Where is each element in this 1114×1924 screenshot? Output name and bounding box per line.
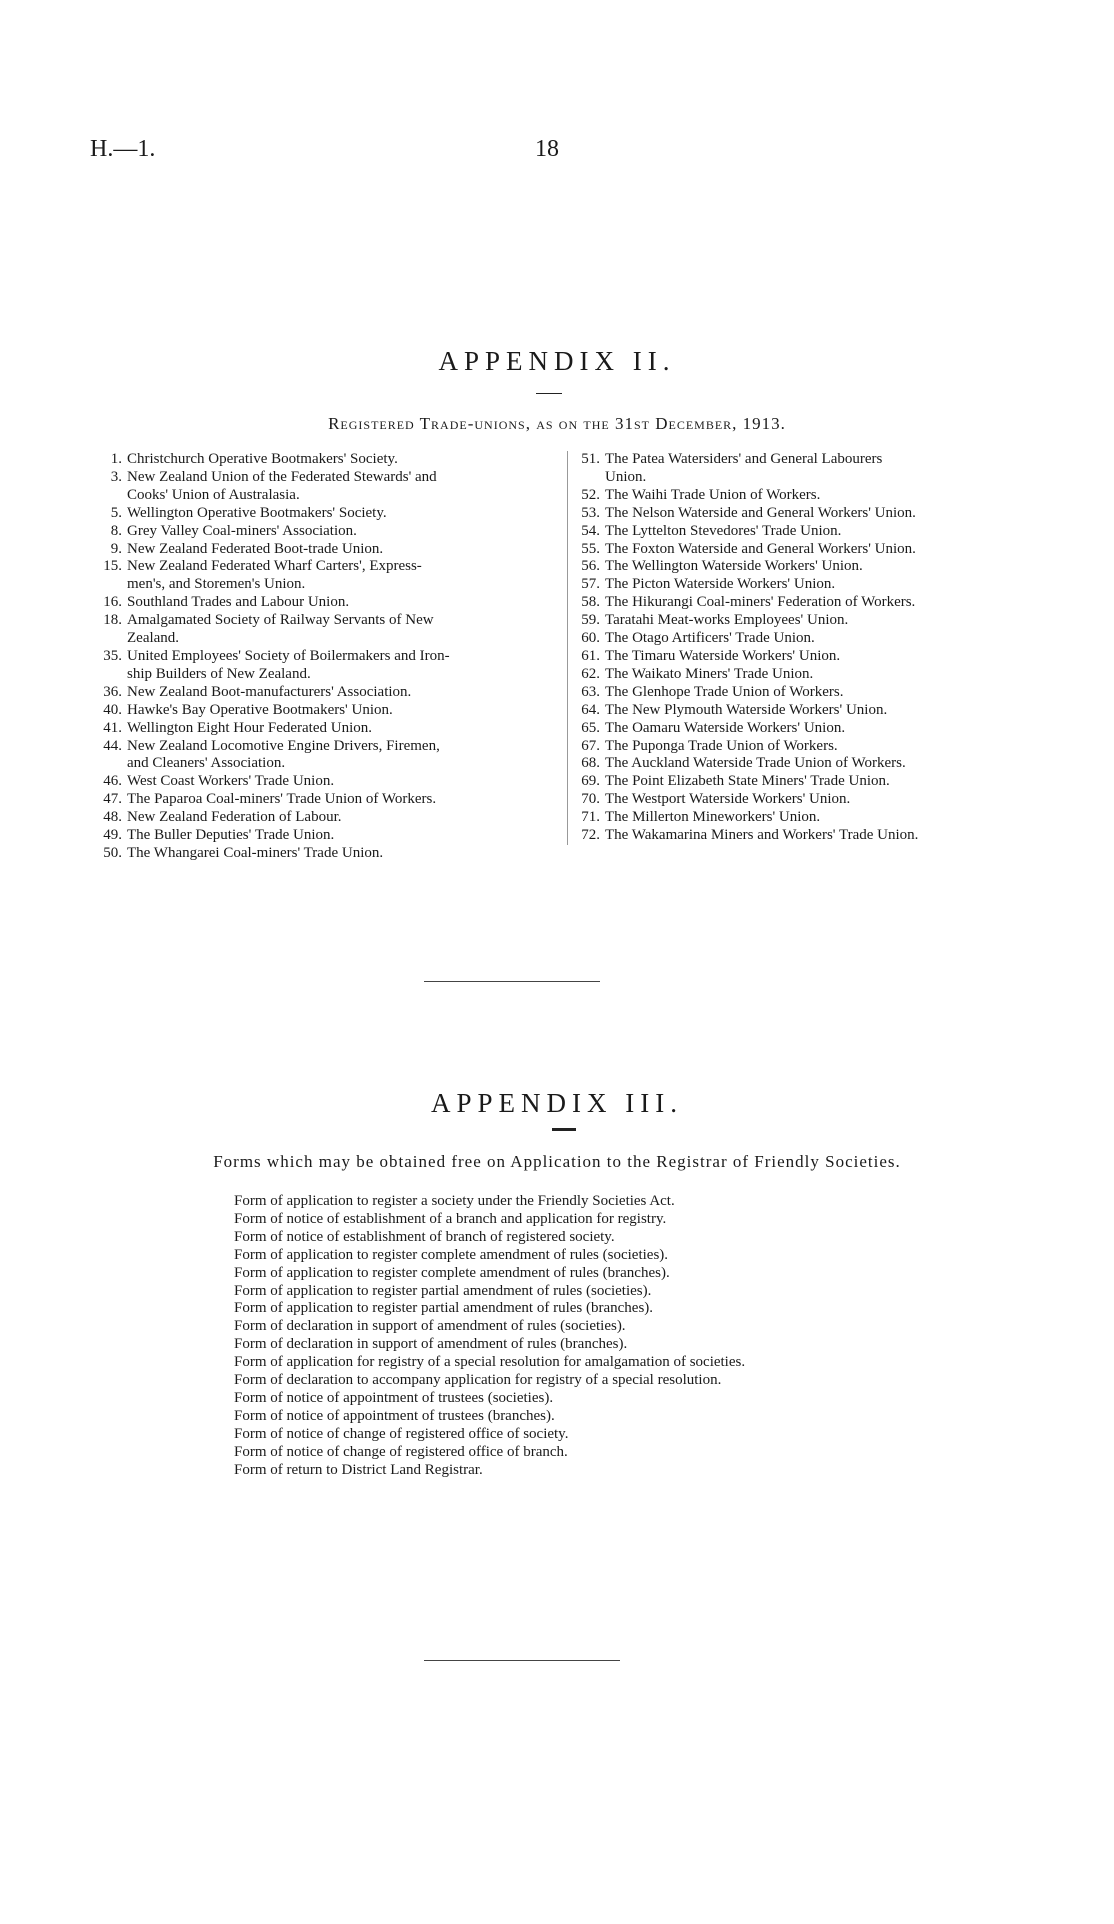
union-entry-line: The Buller Deputies' Trade Union. <box>127 827 335 844</box>
union-entry-name <box>127 738 554 774</box>
union-entry-number: 52. <box>581 486 600 503</box>
union-entry-line: men's, and Storemen's Union. <box>127 576 306 593</box>
union-entry-line: New Zealand Federated Boot-trade Union. <box>127 540 384 557</box>
union-entry-number: 49. <box>103 827 122 844</box>
union-entry-number: 53. <box>581 504 600 521</box>
union-entry-name <box>605 594 1028 612</box>
union-entry-number: 72. <box>581 827 600 844</box>
union-entry <box>568 684 1028 702</box>
union-entry-line: Christchurch Operative Bootmakers' Society. <box>127 451 398 467</box>
union-entry-name <box>127 791 554 809</box>
union-entry-name <box>605 720 1028 738</box>
union-entry <box>92 702 554 720</box>
union-entry-name <box>127 827 554 845</box>
union-entry-line: The Waihi Trade Union of Workers. <box>605 486 821 503</box>
page-number: 18 <box>535 136 559 162</box>
union-entry <box>568 523 1028 541</box>
union-entry-number: 18. <box>103 612 122 629</box>
union-entry-name <box>605 773 1028 791</box>
union-entry-number: 46. <box>103 773 122 790</box>
union-entry-name <box>605 827 1028 845</box>
union-entry-name <box>605 487 1028 505</box>
union-entry-line: The Foxton Waterside and General Workers' Union. <box>605 540 916 557</box>
union-entry-name <box>127 648 554 684</box>
union-entry-number: 16. <box>103 594 122 611</box>
union-entry-line: The Otago Artificers' Trade Union. <box>605 630 815 647</box>
union-entry <box>92 773 554 791</box>
form-item: Form of application to register partial amendment of rules (societies). <box>234 1282 652 1299</box>
union-entry <box>568 666 1028 684</box>
appendix-iii-title: APPENDIX III. <box>431 1088 683 1118</box>
union-entry-name <box>127 451 554 469</box>
union-entry-line: The Glenhope Trade Union of Workers. <box>605 683 844 700</box>
union-entry-line: The Whangarei Coal-miners' Trade Union. <box>127 844 384 861</box>
union-entry-line: Wellington Eight Hour Federated Union. <box>127 719 372 736</box>
union-entry <box>568 612 1028 630</box>
subtitle-prefix: Registered Trade-unions, as on the <box>328 414 610 433</box>
page-reference: H.—1. <box>90 136 156 162</box>
union-entry-name <box>127 594 554 612</box>
union-entry-name <box>127 773 554 791</box>
union-entry <box>92 523 554 541</box>
union-entry-name <box>605 558 1028 576</box>
union-entry-number: 35. <box>103 647 122 664</box>
union-entry <box>568 755 1028 773</box>
form-item: Form of declaration to accompany application for registry of a special resolution. <box>234 1372 722 1389</box>
union-entry-name <box>127 541 554 559</box>
appendix-iii-subtitle: Forms which may be obtained free on Application to the Registrar of Friendly Societies. <box>213 1152 901 1171</box>
union-entry-name <box>127 523 554 541</box>
union-entry-line: Zealand. <box>127 630 180 647</box>
union-entry-number: 1. <box>110 451 122 467</box>
union-entry-name <box>605 738 1028 756</box>
union-entry-line: The Wellington Waterside Workers' Union. <box>605 558 863 575</box>
union-entry-number: 54. <box>581 522 600 539</box>
union-entry <box>92 809 554 827</box>
union-entry-number: 3. <box>110 468 122 485</box>
union-entry-line: The Paparoa Coal-miners' Trade Union of Workers. <box>127 791 437 808</box>
union-entry-line: The Picton Waterside Workers' Union. <box>605 576 836 593</box>
union-entry-name <box>605 612 1028 630</box>
appendix-ii-title-rule <box>536 393 562 394</box>
union-entry-number: 51. <box>581 451 600 467</box>
form-item: Form of notice of change of registered office of branch. <box>234 1443 568 1460</box>
union-entry-line: Hawke's Bay Operative Bootmakers' Union. <box>127 701 393 718</box>
union-entry-line: New Zealand Federation of Labour. <box>127 809 342 826</box>
union-entry-name <box>127 612 554 648</box>
union-entry-line: The Westport Waterside Workers' Union. <box>605 791 851 808</box>
union-entry-number: 58. <box>581 594 600 611</box>
union-entry-name <box>127 684 554 702</box>
union-entry-line: The New Plymouth Waterside Workers' Union. <box>605 701 888 718</box>
union-entry-name <box>605 541 1028 559</box>
union-entry-line: The Timaru Waterside Workers' Union. <box>605 647 841 664</box>
form-item: Form of notice of appointment of trustees (societies). <box>234 1389 554 1406</box>
union-entry-line: The Lyttelton Stevedores' Trade Union. <box>605 522 842 539</box>
union-entry-line: ship Builders of New Zealand. <box>127 665 311 682</box>
union-entry-number: 50. <box>103 844 122 861</box>
union-entry-number: 9. <box>110 540 122 557</box>
union-entry-number: 63. <box>581 683 600 700</box>
union-entry <box>568 594 1028 612</box>
appendix-ii-title: APPENDIX II. <box>438 346 676 376</box>
form-item: Form of declaration in support of amendment of rules (branches). <box>234 1336 628 1353</box>
form-item: Form of notice of establishment of a branch and application for registry. <box>234 1210 667 1227</box>
union-entry-line: The Millerton Mineworkers' Union. <box>605 809 821 826</box>
union-entry-line: Cooks' Union of Australasia. <box>127 486 300 503</box>
union-entry-name <box>127 809 554 827</box>
union-entry-name <box>605 630 1028 648</box>
union-entry-line: The Hikurangi Coal-miners' Federation of Workers. <box>605 594 916 611</box>
union-entry-line: Amalgamated Society of Railway Servants of New <box>127 612 434 629</box>
union-entry-line: New Zealand Federated Wharf Carters', Express- <box>127 558 422 575</box>
union-entry-name <box>605 523 1028 541</box>
appendix-iii-title-rule <box>552 1128 576 1131</box>
union-entry <box>92 684 554 702</box>
union-entry <box>568 558 1028 576</box>
union-entry-line: The Point Elizabeth State Miners' Trade Union. <box>605 773 890 790</box>
union-entry-line: Grey Valley Coal-miners' Association. <box>127 522 357 539</box>
form-item: Form of declaration in support of amendment of rules (societies). <box>234 1318 626 1335</box>
union-entry-line: Southland Trades and Labour Union. <box>127 594 350 611</box>
union-entry <box>568 451 1028 487</box>
union-entry-line: The Puponga Trade Union of Workers. <box>605 737 838 754</box>
union-entry <box>92 648 554 684</box>
form-item: Form of application for registry of a special resolution for amalgamation of societies. <box>234 1354 746 1371</box>
union-entry-line: Wellington Operative Bootmakers' Society. <box>127 504 387 521</box>
union-entry-number: 61. <box>581 647 600 664</box>
union-entry <box>92 720 554 738</box>
union-entry-number: 48. <box>103 809 122 826</box>
union-entry-line: Union. <box>605 468 647 485</box>
union-entry-name <box>605 576 1028 594</box>
union-entry-line: New Zealand Locomotive Engine Drivers, Firemen, <box>127 737 440 754</box>
forms-list <box>234 1193 745 1480</box>
union-entry <box>568 702 1028 720</box>
trade-unions-right-column <box>567 451 1028 845</box>
union-entry <box>568 630 1028 648</box>
union-entry-line: and Cleaners' Association. <box>127 755 286 772</box>
union-entry-name <box>127 720 554 738</box>
union-entry <box>568 809 1028 827</box>
union-entry-line: United Employees' Society of Boilermakers and Iron- <box>127 647 450 664</box>
union-entry-name <box>605 809 1028 827</box>
union-entry-number: 57. <box>581 576 600 593</box>
union-entry-number: 67. <box>581 737 600 754</box>
union-entry <box>92 791 554 809</box>
form-item: Form of return to District Land Registrar. <box>234 1461 483 1478</box>
union-entry <box>568 720 1028 738</box>
form-item: Form of application to register partial amendment of rules (branches). <box>234 1300 654 1317</box>
union-entry-name <box>127 845 554 863</box>
union-entry-number: 59. <box>581 612 600 629</box>
end-divider <box>424 1660 620 1661</box>
union-entry-line: West Coast Workers' Trade Union. <box>127 773 335 790</box>
union-entry-name <box>605 505 1028 523</box>
union-entry-number: 44. <box>103 737 122 754</box>
union-entry-number: 40. <box>103 701 122 718</box>
union-entry-number: 47. <box>103 791 122 808</box>
union-entry-name <box>127 469 554 505</box>
subtitle-date: 31st December, 1913. <box>614 414 786 433</box>
union-entry-name <box>127 505 554 523</box>
union-entry <box>92 541 554 559</box>
form-item: Form of application to register complete amendment of rules (societies). <box>234 1246 669 1263</box>
union-entry-name <box>127 702 554 720</box>
union-entry-number: 71. <box>581 809 600 826</box>
union-entry <box>92 827 554 845</box>
union-entry-name <box>127 558 554 594</box>
union-entry-line: The Patea Watersiders' and General Labourers <box>605 451 883 467</box>
form-item: Form of application to register complete amendment of rules (branches). <box>234 1264 670 1281</box>
union-entry-number: 8. <box>110 522 122 539</box>
union-entry-name <box>605 648 1028 666</box>
union-entry-number: 65. <box>581 719 600 736</box>
trade-unions-left-column <box>92 451 554 863</box>
union-entry-name <box>605 451 1028 487</box>
section-divider <box>424 981 600 982</box>
union-entry-number: 62. <box>581 665 600 682</box>
union-entry <box>568 738 1028 756</box>
union-entry <box>568 773 1028 791</box>
union-entry-number: 69. <box>581 773 600 790</box>
union-entry <box>92 738 554 774</box>
union-entry <box>92 469 554 505</box>
union-entry-number: 70. <box>581 791 600 808</box>
union-entry-number: 5. <box>110 504 122 521</box>
union-entry-line: The Nelson Waterside and General Workers' Union. <box>605 504 916 521</box>
form-item: Form of notice of establishment of branch of registered society. <box>234 1228 615 1245</box>
union-entry <box>568 827 1028 845</box>
union-entry <box>92 451 554 469</box>
form-item: Form of notice of appointment of trustees (branches). <box>234 1407 555 1424</box>
union-entry-number: 41. <box>103 719 122 736</box>
union-entry-line: The Wakamarina Miners and Workers' Trade Union. <box>605 827 919 844</box>
union-entry-number: 15. <box>103 558 122 575</box>
union-entry <box>92 612 554 648</box>
form-item: Form of notice of change of registered office of society. <box>234 1425 569 1442</box>
union-entry-name <box>605 684 1028 702</box>
union-entry <box>568 576 1028 594</box>
union-entry <box>568 541 1028 559</box>
union-entry-number: 56. <box>581 558 600 575</box>
union-entry-number: 60. <box>581 630 600 647</box>
union-entry-name <box>605 702 1028 720</box>
union-entry-line: Taratahi Meat-works Employees' Union. <box>605 612 849 629</box>
union-entry <box>568 487 1028 505</box>
union-entry-number: 68. <box>581 755 600 772</box>
form-item: Form of application to register a society under the Friendly Societies Act. <box>234 1193 675 1209</box>
union-entry <box>568 791 1028 809</box>
union-entry <box>92 558 554 594</box>
appendix-ii-subtitle <box>0 414 1114 434</box>
union-entry-number: 36. <box>103 683 122 700</box>
union-entry-name <box>605 666 1028 684</box>
union-entry <box>92 594 554 612</box>
union-entry <box>568 505 1028 523</box>
union-entry-line: The Oamaru Waterside Workers' Union. <box>605 719 846 736</box>
union-entry-number: 55. <box>581 540 600 557</box>
union-entry-line: New Zealand Boot-manufacturers' Association. <box>127 683 412 700</box>
union-entry-number: 64. <box>581 701 600 718</box>
union-entry-line: The Waikato Miners' Trade Union. <box>605 665 814 682</box>
union-entry-name <box>605 755 1028 773</box>
union-entry <box>92 845 554 863</box>
union-entry <box>92 505 554 523</box>
union-entry <box>568 648 1028 666</box>
union-entry-name <box>605 791 1028 809</box>
union-entry-line: New Zealand Union of the Federated Stewards' and <box>127 468 437 485</box>
union-entry-line: The Auckland Waterside Trade Union of Workers. <box>605 755 906 772</box>
